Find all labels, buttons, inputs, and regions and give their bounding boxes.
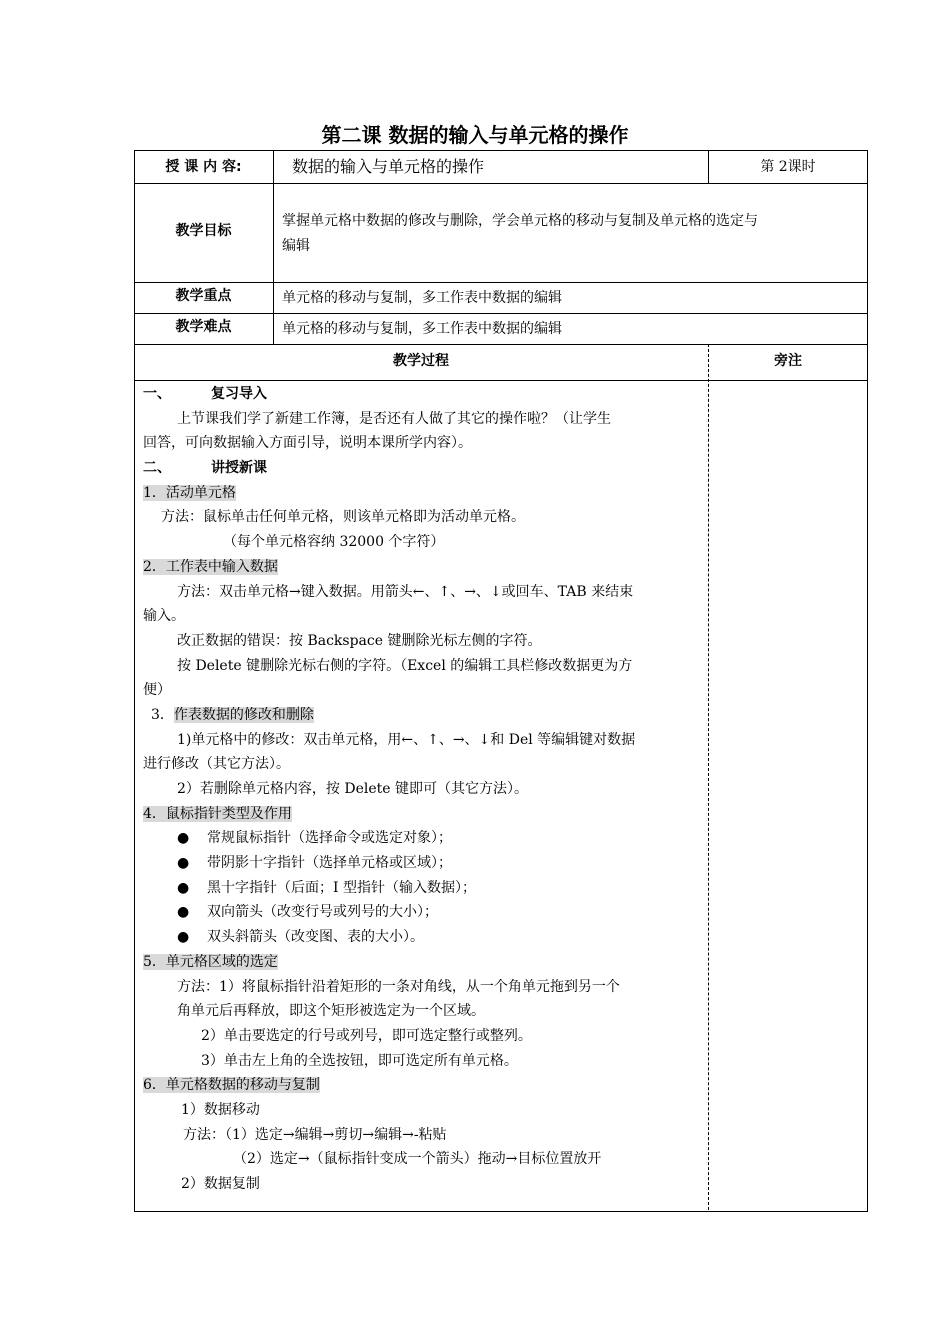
notes-divider <box>708 344 709 1210</box>
list-item: ● 常规鼠标指针（选择命令或选定对象）； <box>143 826 703 851</box>
bullet-icon: ● <box>177 879 190 896</box>
heading-input-data: 2．工作表中输入数据 <box>143 558 278 575</box>
goal-label: 教学目标 <box>175 223 232 239</box>
period-label: 第 2课时 <box>760 159 816 175</box>
key-value: 单元格的移动与复制，多工作表中数据的编辑 <box>282 290 562 306</box>
paragraph: 1）数据移动 <box>181 1101 260 1118</box>
row-divider <box>134 344 868 345</box>
list-item: ● 带阴影十字指针（选择单元格或区域）； <box>143 851 703 876</box>
list-item: ● 黑十字指针（后面；I 型指针（输入数据）； <box>143 876 703 901</box>
paragraph: 改正数据的错误：按 Backspace 键删除光标左侧的字符。 <box>177 632 542 649</box>
page-title: 第二课 数据的输入与单元格的操作 <box>321 123 629 147</box>
paragraph: 1)单元格中的修改：双击单元格，用←、↑、→、↓和 Del 等编辑键对数据 <box>177 731 636 748</box>
section-review: 一、 复习导入 <box>143 386 267 402</box>
paragraph: 方法：鼠标单击任何单元格，则该单元格即为活动单元格。 <box>161 509 525 526</box>
paragraph: 输入。 <box>143 608 185 625</box>
paragraph: 3）单击左上角的全选按钮，即可选定所有单元格。 <box>201 1052 518 1069</box>
paragraph: 2）单击要选定的行号或列号，即可选定整行或整列。 <box>201 1027 532 1044</box>
heading-range-select: 5．单元格区域的选定 <box>143 953 278 970</box>
paragraph: 上节课我们学了新建工作簿，是否还有人做了其它的操作啦？（让学生 <box>177 410 611 427</box>
process-label: 教学过程 <box>393 353 449 369</box>
section-new-lesson: 二、 讲授新课 <box>143 460 267 477</box>
paragraph: 进行修改（其它方法）。 <box>143 756 290 773</box>
difficulty-value: 单元格的移动与复制，多工作表中数据的编辑 <box>282 321 562 337</box>
content-value: 数据的输入与单元格的操作 <box>292 157 485 176</box>
row-divider <box>134 313 868 314</box>
paragraph: 回答，可向数据输入方面引导，说明本课所学内容）。 <box>143 435 472 452</box>
heading-pointer-types: 4．鼠标指针类型及作用 <box>143 805 292 822</box>
goal-line-1: 掌握单元格中数据的修改与删除，学会单元格的移动与复制及单元格的选定与 <box>282 213 758 229</box>
bullet-icon: ● <box>177 904 190 921</box>
paragraph: 按 Delete 键删除光标右侧的字符。（Excel 的编辑工具栏修改数据更为方 <box>177 657 633 674</box>
notes-label: 旁注 <box>774 353 802 369</box>
paragraph: 角单元后再释放，即这个矩形被选定为一个区域。 <box>177 1003 485 1020</box>
goal-line-2: 编辑 <box>282 238 310 254</box>
heading-active-cell: 1．活动单元格 <box>143 484 236 501</box>
process-body <box>143 382 703 1197</box>
paragraph: 2）若删除单元格内容，按 Delete 键即可（其它方法）。 <box>177 781 528 797</box>
paragraph: 2）数据复制 <box>181 1176 260 1192</box>
paragraph: （2）选定→（鼠标指针变成一个箭头）拖动→目标位置放开 <box>233 1151 602 1168</box>
paragraph: 便） <box>143 682 171 699</box>
key-label: 教学重点 <box>175 288 232 304</box>
list-item: ● 双向箭头（改变行号或列号的大小）； <box>143 900 703 925</box>
col-divider <box>273 150 274 345</box>
bullet-icon: ● <box>177 855 190 872</box>
list-item: ● 双头斜箭头（改变图、表的大小）。 <box>143 925 703 950</box>
row-divider <box>134 183 868 184</box>
bullet-icon: ● <box>177 830 190 847</box>
heading-move-copy: 6．单元格数据的移动与复制 <box>143 1077 320 1094</box>
content-label: 授 课 内 容: <box>165 159 242 175</box>
row-divider <box>134 282 868 283</box>
paragraph: 方法：双击单元格→键入数据。用箭头←、↑、→、↓或回车、TAB 来结束 <box>177 583 634 600</box>
bullet-icon: ● <box>177 929 190 946</box>
difficulty-label: 教学难点 <box>175 319 232 335</box>
paragraph: 方法：1）将鼠标指针沿着矩形的一条对角线，从一个角单元拖到另一个 <box>177 978 620 995</box>
paragraph: 方法：（1）选定→编辑→剪切→编辑→-粘贴 <box>183 1126 447 1143</box>
row-divider <box>134 380 868 381</box>
paragraph: （每个单元格容纳 32000 个字符） <box>223 534 445 551</box>
heading-modify-delete: 3．作表数据的修改和删除 <box>151 706 314 723</box>
